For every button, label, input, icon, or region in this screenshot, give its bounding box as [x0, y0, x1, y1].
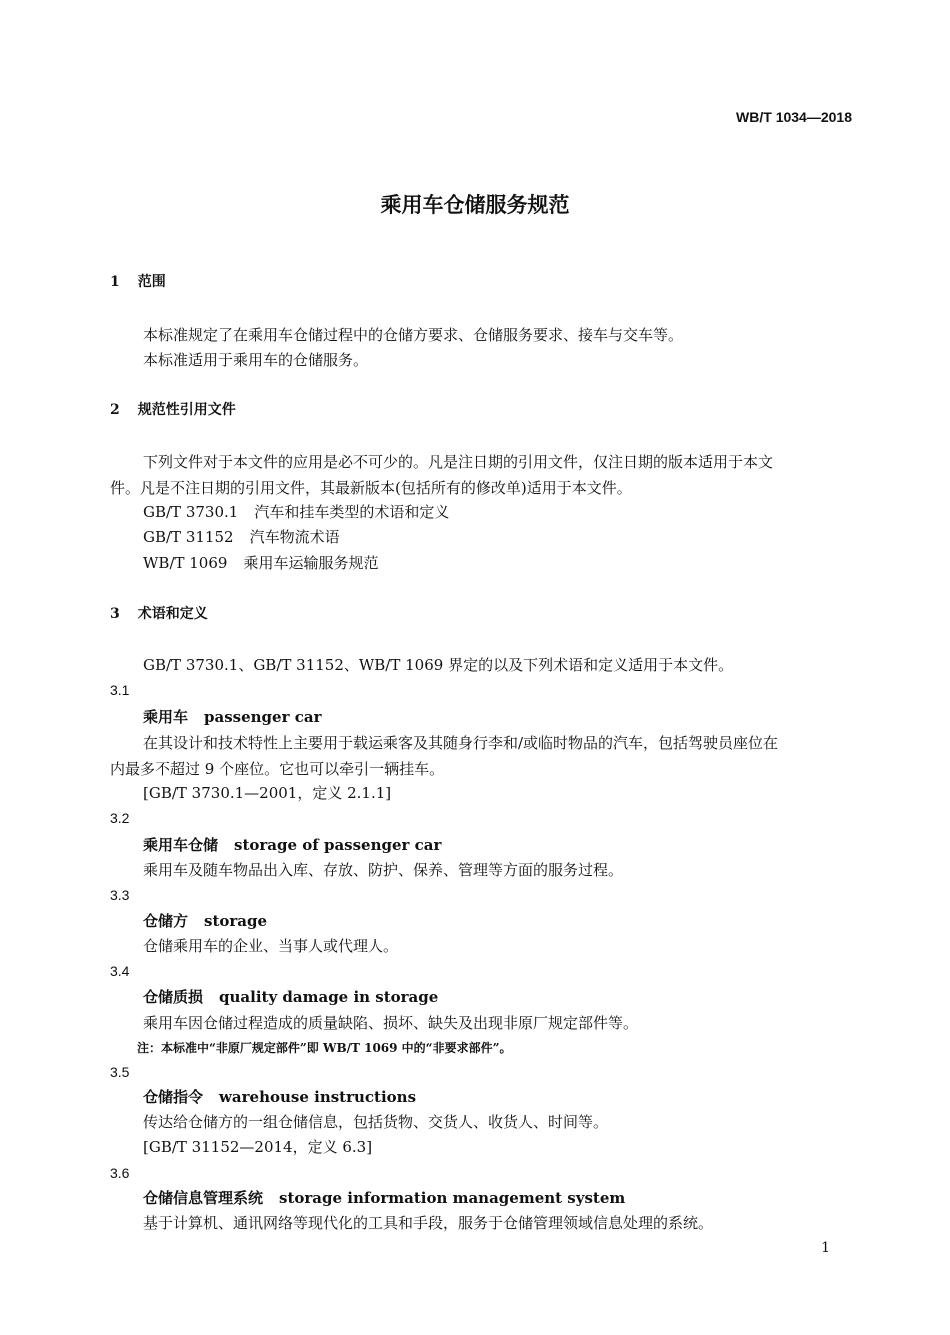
term-heading — [143, 1087, 416, 1107]
term-definition: 传达给仓储方的一组仓储信息，包括货物、交货人、收货人、时间等。 — [143, 1113, 609, 1131]
term-number: 3.4 — [110, 963, 130, 979]
standard-number: WB/T 1034—2018 — [736, 109, 852, 125]
term-source: [GB/T 31152—2014，定义 6.3] — [143, 1138, 373, 1156]
term-en: storage — [204, 912, 268, 930]
paragraph: 下列文件对于本文件的应用是必不可少的。凡是注日期的引用文件，仅注日期的版本适用于本文 — [143, 453, 774, 471]
section-heading-2 — [110, 400, 236, 420]
section-title: 范围 — [137, 274, 166, 290]
term-note: 注：本标准中“非原厂规定部件”即 WB/T 1069 中的“非要求部件”。 — [137, 1041, 512, 1055]
term-en: warehouse instructions — [219, 1088, 417, 1106]
section-title: 规范性引用文件 — [137, 402, 236, 418]
term-zh: 乘用车 — [143, 708, 189, 726]
ref-code: GB/T 31152 — [143, 528, 234, 546]
section-number: 2 — [110, 402, 120, 418]
term-zh: 仓储方 — [143, 912, 189, 930]
term-zh: 仓储质损 — [143, 988, 204, 1006]
term-number: 3.5 — [110, 1064, 130, 1080]
section-heading-3 — [110, 604, 208, 624]
term-number: 3.6 — [110, 1165, 130, 1181]
term-definition: 乘用车因仓储过程造成的质量缺陷、损坏、缺失及出现非原厂规定部件等。 — [143, 1014, 639, 1032]
normative-reference — [143, 527, 340, 547]
section-heading-1 — [110, 272, 166, 292]
term-heading — [143, 987, 438, 1007]
normative-reference — [143, 502, 449, 522]
term-number: 3.2 — [110, 810, 130, 826]
term-en: quality damage in storage — [219, 988, 439, 1006]
term-en: passenger car — [204, 708, 322, 726]
section-title: 术语和定义 — [137, 606, 208, 622]
document-title: 乘用车仓储服务规范 — [380, 192, 570, 217]
term-en: storage of passenger car — [234, 836, 442, 854]
ref-name: 乘用车运输服务规范 — [243, 554, 379, 572]
term-number: 3.1 — [110, 682, 130, 698]
term-source: [GB/T 3730.1—2001，定义 2.1.1] — [143, 784, 392, 802]
term-heading — [143, 707, 321, 727]
term-en: storage information management system — [279, 1189, 626, 1207]
section-number: 3 — [110, 606, 120, 622]
section-number: 1 — [110, 274, 120, 290]
term-definition: 基于计算机、通讯网络等现代化的工具和手段，服务于仓储管理领域信息处理的系统。 — [143, 1214, 714, 1232]
paragraph: 本标准适用于乘用车的仓储服务。 — [143, 351, 369, 369]
term-zh: 乘用车仓储 — [143, 836, 219, 854]
term-zh: 仓储信息管理系统 — [143, 1189, 264, 1207]
paragraph: 本标准规定了在乘用车仓储过程中的仓储方要求、仓储服务要求、接车与交车等。 — [143, 326, 684, 344]
term-definition: 在其设计和技术特性上主要用于载运乘客及其随身行李和/或临时物品的汽车，包括驾驶员座位在 — [143, 734, 779, 752]
term-definition: 内最多不超过 9 个座位。它也可以牵引一辆挂车。 — [110, 760, 445, 778]
term-heading — [143, 911, 267, 931]
term-heading — [143, 1188, 625, 1208]
page-number: 1 — [821, 1240, 830, 1256]
ref-name: 汽车物流术语 — [249, 528, 340, 546]
term-definition: 仓储乘用车的企业、当事人或代理人。 — [143, 937, 399, 955]
ref-name: 汽车和挂车类型的术语和定义 — [254, 503, 450, 521]
paragraph: 件。凡是不注日期的引用文件，其最新版本(包括所有的修改单)适用于本文件。 — [110, 479, 632, 497]
term-number: 3.3 — [110, 887, 130, 903]
term-definition: 乘用车及随车物品出入库、存放、防护、保养、管理等方面的服务过程。 — [143, 861, 624, 879]
normative-reference — [143, 553, 378, 573]
term-heading — [143, 835, 441, 855]
paragraph: GB/T 3730.1、GB/T 31152、WB/T 1069 界定的以及下列术语和定义适用于本文件。 — [143, 656, 734, 674]
ref-code: GB/T 3730.1 — [143, 503, 239, 521]
ref-code: WB/T 1069 — [143, 554, 228, 572]
term-zh: 仓储指令 — [143, 1088, 204, 1106]
